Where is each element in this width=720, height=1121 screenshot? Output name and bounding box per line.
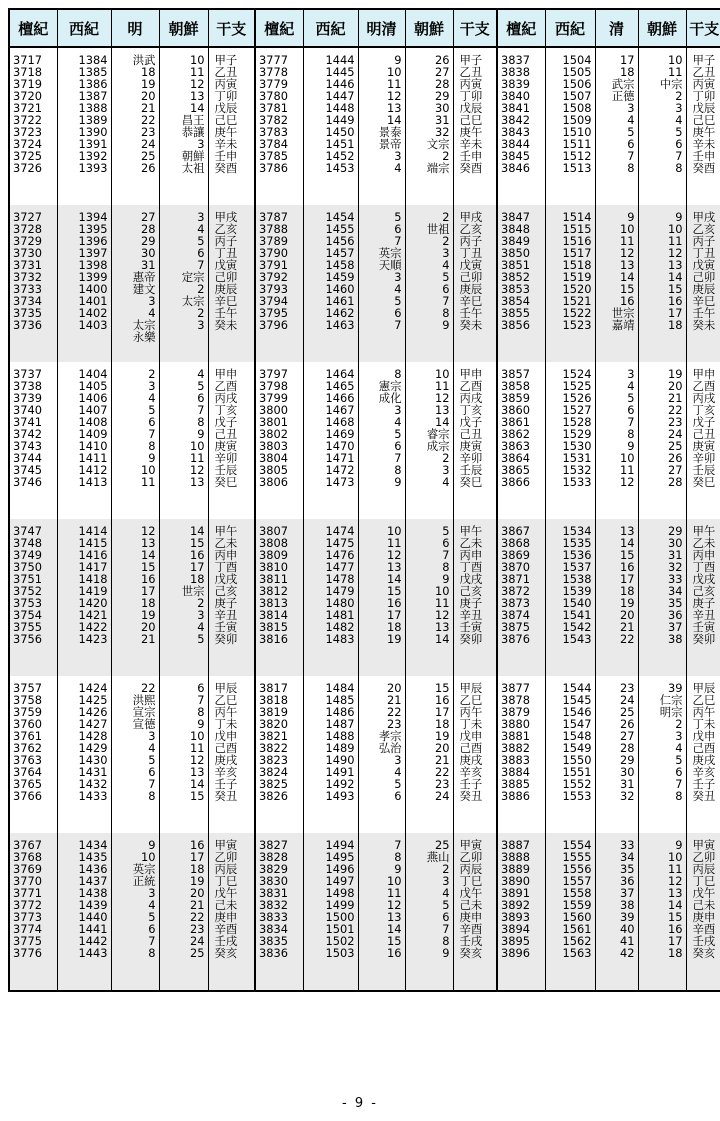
joseon-era-cell: 5 6 7 8 9 10 11 12 13 14 (405, 519, 453, 676)
china-era-cell: 20 21 22 23 孝宗 弘治 3 4 5 6 (358, 676, 405, 833)
column-header: 檀紀 (497, 9, 545, 47)
china-era-cell: 13 14 15 16 17 18 19 20 21 22 (595, 519, 638, 676)
joseon-era-cell: 15 16 17 18 19 20 21 22 23 24 (405, 676, 453, 833)
china-era-cell: 9 10 11 12 13 14 15 16 世宗 嘉靖 (595, 205, 638, 362)
dangun-year-cell: 3797 3798 3799 3800 3801 3802 3803 3804 3805 3806 (255, 362, 303, 519)
ganzhi-cell: 甲戌 乙亥 丙子 丁丑 戊寅 己卯 庚辰 辛巳 壬午 癸未 (208, 205, 255, 362)
dangun-year-cell: 3857 3858 3859 3860 3861 3862 3863 3864 3865 3866 (497, 362, 545, 519)
table-row-block (9, 205, 720, 362)
ganzhi-cell: 甲子 乙丑 丙寅 丁卯 戊辰 己巳 庚午 辛未 壬申 癸酉 (686, 47, 720, 205)
column-header: 干支 (686, 9, 720, 47)
ganzhi-cell: 甲午 乙未 丙申 丁酉 戊戌 己亥 庚子 辛丑 壬寅 癸卯 (453, 519, 497, 676)
dangun-year-cell: 3887 3888 3889 3890 3891 3892 3893 3894 3895 3896 (497, 833, 545, 991)
western-year-cell: 1454 1455 1456 1457 1458 1459 1460 1461 1462 1463 (303, 205, 358, 362)
dangun-year-cell: 3817 3818 3819 3820 3821 3822 3823 3824 3825 3826 (255, 676, 303, 833)
ganzhi-cell: 甲午 乙未 丙申 丁酉 戊戌 己亥 庚子 辛丑 壬寅 癸卯 (686, 519, 720, 676)
ganzhi-cell: 甲子 乙丑 丙寅 丁卯 戊辰 己巳 庚午 辛未 壬申 癸酉 (453, 47, 497, 205)
dangun-year-cell: 3867 3868 3869 3870 3871 3872 3873 3874 3875 3876 (497, 519, 545, 676)
calendar-sheet (8, 8, 720, 992)
joseon-era-cell: 3 4 5 6 7 定宗 2 太宗 2 3 (159, 205, 208, 362)
dangun-year-cell: 3837 3838 3839 3840 3841 3842 3843 3844 3845 3846 (497, 47, 545, 205)
dangun-year-cell: 3777 3778 3779 3780 3781 3782 3783 3784 3785 3786 (255, 47, 303, 205)
western-year-cell: 1554 1555 1556 1557 1558 1559 1560 1561 1562 1563 (545, 833, 595, 991)
column-header: 干支 (453, 9, 497, 47)
dangun-year-cell: 3747 3748 3749 3750 3751 3752 3753 3754 3755 3756 (9, 519, 57, 676)
joseon-era-cell: 9 10 11 12 13 14 15 16 17 18 (638, 833, 686, 991)
china-era-cell: 17 18 武宗 正德 3 4 5 6 7 8 (595, 47, 638, 205)
table-body (9, 47, 720, 991)
column-header: 明清 (358, 9, 405, 47)
column-header: 西紀 (57, 9, 111, 47)
column-header: 清 (595, 9, 638, 47)
column-header: 檀紀 (9, 9, 57, 47)
china-era-cell: 27 28 29 30 31 惠帝 建文 3 4 太宗 永樂 (111, 205, 159, 362)
western-year-cell: 1414 1415 1416 1417 1418 1419 1420 1421 1422 1423 (57, 519, 111, 676)
dangun-year-cell: 3787 3788 3789 3790 3791 3792 3793 3794 3795 3796 (255, 205, 303, 362)
joseon-era-cell: 14 15 16 17 18 世宗 2 3 4 5 (159, 519, 208, 676)
joseon-era-cell: 2 世祖 2 3 4 5 6 7 8 9 (405, 205, 453, 362)
ganzhi-cell: 甲申 乙酉 丙戌 丁亥 戊子 己丑 庚寅 辛卯 壬辰 癸巳 (208, 362, 255, 519)
table-row-block (9, 833, 720, 991)
china-era-cell: 5 6 7 英宗 天順 3 4 5 6 7 (358, 205, 405, 362)
china-era-cell: 10 11 12 13 14 15 16 17 18 19 (358, 519, 405, 676)
china-era-cell: 7 8 9 10 11 12 13 14 15 16 (358, 833, 405, 991)
table-row-block (9, 362, 720, 519)
joseon-era-cell: 10 11 中宗 2 3 4 5 6 7 8 (638, 47, 686, 205)
western-year-cell: 1544 1545 1546 1547 1548 1549 1550 1551 1552 1553 (545, 676, 595, 833)
column-header: 明 (111, 9, 159, 47)
china-era-cell: 2 3 4 5 6 7 8 9 10 11 (111, 362, 159, 519)
ganzhi-cell: 甲辰 乙巳 丙午 丁未 戊申 己酉 庚戌 辛亥 壬子 癸丑 (208, 676, 255, 833)
western-year-cell: 1534 1535 1536 1537 1538 1539 1540 1541 1542 1543 (545, 519, 595, 676)
joseon-era-cell: 26 27 28 29 30 31 32 文宗 2 端宗 (405, 47, 453, 205)
ganzhi-cell: 甲子 乙丑 丙寅 丁卯 戊辰 己巳 庚午 辛未 壬申 癸酉 (208, 47, 255, 205)
western-year-cell: 1444 1445 1446 1447 1448 1449 1450 1451 1452 1453 (303, 47, 358, 205)
dangun-year-cell: 3827 3828 3829 3830 3831 3832 3833 3834 3835 3836 (255, 833, 303, 991)
column-header: 西紀 (545, 9, 595, 47)
year-conversion-table (8, 8, 720, 992)
western-year-cell: 1434 1435 1436 1437 1438 1439 1440 1441 1442 1443 (57, 833, 111, 991)
joseon-era-cell: 10 11 12 13 14 昌王 恭讓 3 朝鮮 太祖 (159, 47, 208, 205)
header-row (9, 9, 720, 47)
column-header: 干支 (208, 9, 255, 47)
joseon-era-cell: 19 20 21 22 23 24 25 26 27 28 (638, 362, 686, 519)
western-year-cell: 1464 1465 1466 1467 1468 1469 1470 1471 1472 1473 (303, 362, 358, 519)
ganzhi-cell: 甲戌 乙亥 丙子 丁丑 戊寅 己卯 庚辰 辛巳 壬午 癸未 (453, 205, 497, 362)
china-era-cell: 22 洪熙 宣宗 宣德 3 4 5 6 7 8 (111, 676, 159, 833)
ganzhi-cell: 甲寅 乙卯 丙辰 丁巳 戊午 己未 庚申 辛酉 壬戌 癸亥 (453, 833, 497, 991)
page-number: - 9 - (342, 1096, 378, 1111)
western-year-cell: 1524 1525 1526 1527 1528 1529 1530 1531 1532 1533 (545, 362, 595, 519)
joseon-era-cell: 25 燕山 2 3 4 5 6 7 8 9 (405, 833, 453, 991)
china-era-cell: 洪武 18 19 20 21 22 23 24 25 26 (111, 47, 159, 205)
joseon-era-cell: 10 11 12 13 14 睿宗 成宗 2 3 4 (405, 362, 453, 519)
dangun-year-cell: 3727 3728 3729 3730 3731 3732 3733 3734 3735 3736 (9, 205, 57, 362)
table-row-block (9, 676, 720, 833)
column-header: 檀紀 (255, 9, 303, 47)
dangun-year-cell: 3767 3768 3769 3770 3771 3772 3773 3774 3775 3776 (9, 833, 57, 991)
western-year-cell: 1474 1475 1476 1477 1478 1479 1480 1481 1482 1483 (303, 519, 358, 676)
column-header: 朝鮮 (405, 9, 453, 47)
western-year-cell: 1514 1515 1516 1517 1518 1519 1520 1521 1522 1523 (545, 205, 595, 362)
western-year-cell: 1484 1485 1486 1487 1488 1489 1490 1491 1492 1493 (303, 676, 358, 833)
column-header: 西紀 (303, 9, 358, 47)
ganzhi-cell: 甲午 乙未 丙申 丁酉 戊戌 己亥 庚子 辛丑 壬寅 癸卯 (208, 519, 255, 676)
western-year-cell: 1384 1385 1386 1387 1388 1389 1390 1391 1392 1393 (57, 47, 111, 205)
western-year-cell: 1504 1505 1506 1507 1508 1509 1510 1511 1512 1513 (545, 47, 595, 205)
china-era-cell: 23 24 25 26 27 28 29 30 31 32 (595, 676, 638, 833)
dangun-year-cell: 3757 3758 3759 3760 3761 3762 3763 3764 3765 3766 (9, 676, 57, 833)
western-year-cell: 1404 1405 1406 1407 1408 1409 1410 1411 1412 1413 (57, 362, 111, 519)
dangun-year-cell: 3737 3738 3739 3740 3741 3742 3743 3744 3745 3746 (9, 362, 57, 519)
ganzhi-cell: 甲戌 乙亥 丙子 丁丑 戊寅 己卯 庚辰 辛巳 壬午 癸未 (686, 205, 720, 362)
western-year-cell: 1424 1425 1426 1427 1428 1429 1430 1431 1432 1433 (57, 676, 111, 833)
ganzhi-cell: 甲寅 乙卯 丙辰 丁巳 戊午 己未 庚申 辛酉 壬戌 癸亥 (686, 833, 720, 991)
ganzhi-cell: 甲寅 乙卯 丙辰 丁巳 戊午 己未 庚申 辛酉 壬戌 癸亥 (208, 833, 255, 991)
joseon-era-cell: 16 17 18 19 20 21 22 23 24 25 (159, 833, 208, 991)
china-era-cell: 3 4 5 6 7 8 9 10 11 12 (595, 362, 638, 519)
ganzhi-cell: 甲申 乙酉 丙戌 丁亥 戊子 己丑 庚寅 辛卯 壬辰 癸巳 (453, 362, 497, 519)
joseon-era-cell: 29 30 31 32 33 34 35 36 37 38 (638, 519, 686, 676)
joseon-era-cell: 9 10 11 12 13 14 15 16 17 18 (638, 205, 686, 362)
western-year-cell: 1394 1395 1396 1397 1398 1399 1400 1401 1402 1403 (57, 205, 111, 362)
column-header: 朝鮮 (638, 9, 686, 47)
dangun-year-cell: 3807 3808 3809 3810 3811 3812 3813 3814 3815 3816 (255, 519, 303, 676)
ganzhi-cell: 甲辰 乙巳 丙午 丁未 戊申 己酉 庚戌 辛亥 壬子 癸丑 (453, 676, 497, 833)
table-row-block (9, 519, 720, 676)
dangun-year-cell: 3717 3718 3719 3720 3721 3722 3723 3724 3725 3726 (9, 47, 57, 205)
china-era-cell: 9 10 11 12 13 14 景泰 景帝 3 4 (358, 47, 405, 205)
china-era-cell: 33 34 35 36 37 38 39 40 41 42 (595, 833, 638, 991)
joseon-era-cell: 4 5 6 7 8 9 10 11 12 13 (159, 362, 208, 519)
dangun-year-cell: 3847 3848 3849 3850 3851 3852 3853 3854 3855 3856 (497, 205, 545, 362)
dangun-year-cell: 3877 3878 3879 3880 3881 3882 3883 3884 3885 3886 (497, 676, 545, 833)
joseon-era-cell: 39 仁宗 明宗 2 3 4 5 6 7 8 (638, 676, 686, 833)
china-era-cell: 9 10 英宗 正統 3 4 5 6 7 8 (111, 833, 159, 991)
ganzhi-cell: 甲申 乙酉 丙戌 丁亥 戊子 己丑 庚寅 辛卯 壬辰 癸巳 (686, 362, 720, 519)
china-era-cell: 8 憲宗 成化 3 4 5 6 7 8 9 (358, 362, 405, 519)
china-era-cell: 12 13 14 15 16 17 18 19 20 21 (111, 519, 159, 676)
western-year-cell: 1494 1495 1496 1497 1498 1499 1500 1501 1502 1503 (303, 833, 358, 991)
column-header: 朝鮮 (159, 9, 208, 47)
joseon-era-cell: 6 7 8 9 10 11 12 13 14 15 (159, 676, 208, 833)
ganzhi-cell: 甲辰 乙巳 丙午 丁未 戊申 己酉 庚戌 辛亥 壬子 癸丑 (686, 676, 720, 833)
table-row-block (9, 47, 720, 205)
